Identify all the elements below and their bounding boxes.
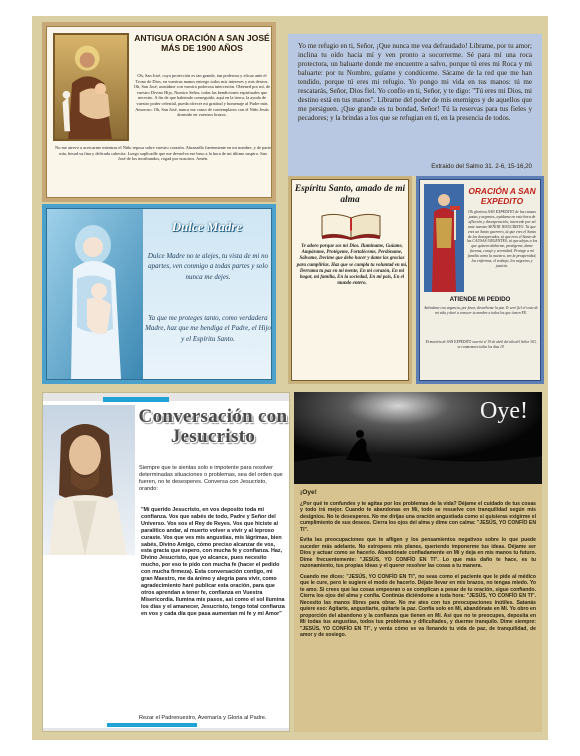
salmo-reference: Extraido del Salmo 31. 2-6, 15-16,20 — [431, 163, 532, 170]
san-jose-title: ANTIGUA ORACIÓN A SAN JOSÉ MÁS DE 1900 AÑOS — [134, 33, 270, 53]
oye-lead: ¡Oye! — [300, 489, 317, 496]
jesus-portrait-image — [43, 405, 135, 555]
san-expedito-title: ORACIÓN A SAN EXPEDITO — [468, 186, 536, 206]
dulce-madre-stanza-2: Ya que me proteges tanto, como verdadera Madre, haz que me bendiga el Padre, el Hijo y el Espíritu Santo. — [145, 314, 271, 343]
salmo-text: Yo me refugio en ti, Señor, ¡Que nunca me vea defraudado! Líbrame, por tu amor; inclina tu oído hacia mí y ven pronto a socorrerme. Sé para mí una roca protectora, un baluarte donde me encuentre a salvo, porque tú eres mi Roca y mi baluarte: por tu Nombre, guíame y condúceme. Sácame de la red que me han tendido, porque tú eres mi refugio. Yo pongo mi vida en tus manos: tú me rescatarás, Señor, Dios fiel. Yo confío en ti, Señor, y te digo: "Tú eres mi Dios, mi destino está en tus manos". Líbrame del poder de mis enemigos y de aquellos que me persiguen. ¡Que grande es tu bondad, Señor! Tú la reservas para tus fieles y pecadores; y la brindas a los que se refugian en ti, en la presencia de todos. — [298, 42, 532, 122]
bottom-band — [43, 728, 289, 731]
conversacion-jesucristo-card — [42, 392, 290, 732]
virgin-and-child-image — [47, 209, 143, 379]
oye-card — [294, 392, 542, 732]
oye-paragraph-1: ¿Por qué te confundes y te agitas por los problemas de la vida? Déjame el cuidado de tus cosas y todo irá mejor. Cuando te abandonas en Mí, todo se resuelve con tranquilidad según mis designios. No te desesperes. No me dirijas una oración angustiada como si quisieras exigirme el cumplimiento de sus deseos. Cierra los ojos del alma y dime con calma: "JESÚS, YO CONFÍO EN TI". — [300, 500, 536, 533]
san-jose-portrait-image — [53, 33, 129, 141]
san-expedito-card — [416, 176, 544, 384]
san-expedito-request-heading: ATIENDE MI PEDIDO — [449, 296, 511, 303]
oye-paragraph-2: Evita las preocupaciones que te afligen y los pensamientos negativos sobre lo que puede suceder más adelante. No estropees mis planes, queriendo imponerme tus ideas. Déjame ser Dios y actuar como se hacerlo. Abandónate confiadamente en Mí y deja en mis manos tu futuro. Dime frecuentemente: "JESÚS, YO CONFÍO EN TI". Lo que más daño te hace, es tu razonamiento, tus propias ideas y el querer resolver las cosas a tu manera. — [300, 537, 536, 569]
san-jose-prayer-text-continued: No me atrevo a acercarme mientras el Niño reposa sobre vuestro corazón. Abrazadlo fuertemente en mi nombre, y de parte mía, besad su fina y delicada cabecita. Luego suplicadle que me devuelva ese beso a la hora de mi último suspiro. San José de los moribundos, rogad por nosotros. Amén. — [55, 145, 271, 162]
dulce-madre-card-frame — [46, 208, 272, 380]
san-jose-prayer-text: Oh, San José, cuya protección es tan grande, tan poderosa y eficaz ante el Trono de Dios, en vuestras manos entrego todos mis intereses y mis deseos. Oh, San José, asistidme con vuestra poderosa intercesión. Obtened por mí, de vuestro Divino Hijo, Nuestro Señor, todas las bendiciones espirituales que necesito. A fin de que habiendo conseguido, aquí en la tierra, la ayuda de vuestro poder celestial, pueda ofrecer mi gratitud y homenaje al Padre más Amoroso. Oh, San José, nunca me canso de contemplaros con el Niño Jesús dormido en vuestros brazos. — [133, 73, 271, 118]
conversacion-closing: Rezar el Padrenuestro, Avemaría y Gloria al Padre. — [139, 715, 267, 721]
espiritu-santo-prayer: Te adoro porque sos mi Dios. Iluminame, Guíame, Ampárame, Protégeme, Fortaléceme, Perdóname, Sálvame, Decime que debo hacer y dame las gracias para cumplirlas. Haz que se cumpla tu voluntad en mí, Derrama tu paz en mi mente, En mi corazón, En mi hogar, mi familia, En la sociedad, En mi país, En el mundo entero. — [296, 244, 408, 287]
oye-title: Oye! — [480, 398, 528, 424]
san-expedito-card-frame — [419, 179, 541, 381]
conversacion-title: Conversación con Jesucristo — [138, 406, 288, 447]
espiritu-santo-card-frame — [291, 179, 409, 381]
bottom-accent-bar — [107, 723, 197, 727]
san-expedito-prayer: Oh glorioso SAN EXPEDITO de las causas justas y urgentes, ayúdame en esta hora de aflicción y desesperación, intercede por mí ante nuestro SEÑOR JESUCRISTO. Tú que eres un Santo guerrero, tú que eres el Santo de los desesperados, tú que eres el Santo de las CAUSAS URGENTES, tú que alejas a los que quieren dañarme, protégeme, dame fuerzas, coraje y serenidad. Protege a mi familia como la nuestra, ten la prosperidad, los enfermos, el trabajo, los negocios y justicia. — [466, 210, 538, 268]
prayer-sheet — [32, 16, 548, 740]
conversacion-intro: Siempre que te sientas solo e impotente para resolver determinadas situaciones o problemas, sea del orden que fueren, no te desesperes. Conversa con Jesucristo, orando: — [139, 465, 283, 492]
oye-paragraph-3: Cuando me dices: "JESÚS, YO CONFÍO EN TI", no seas como el paciente que le pide al médico que le cure, pero le sugiere el modo de hacerlo. Déjate llevar en mis brazos, no tengas miedo. Yo te amo. Si crees que las cosas empeoran o se complican a pesar de tu oración, sigue confiando. Cierra los ojos del alma y confía. Continúa diciéndome a toda hora: "JESÚS, YO CONFÍO EN TI". Necesito las manos libres para obrar. No me ates con tus preocupaciones inútiles. Satanás quiere eso: Agitarte, angustiarte, quitarte la paz. Confía solo en Mí, abandónate en Mí. Yo obro en proporción del abandono y la confianza que tienen en Mí. Así que no te preocupes, deposita en Mí todas tus angustias, todos tus problemas y dificultades, y duerme tranquilo. Dime siempre: "JESÚS, YO CONFÍO EN TI", y verás cómo se va llenando tu vida de paz, de tranquilidad, de amor y de sosiego. — [300, 573, 536, 638]
dulce-madre-card — [42, 204, 276, 384]
dulce-madre-title: Dulce Madre — [171, 219, 243, 234]
espiritu-santo-card — [288, 176, 412, 384]
dulce-madre-stanza-1: Dulce Madre no te alejes, tu vista de mi no apartes, ven conmigo a todas partes y solo nunca me dejes. — [147, 252, 269, 281]
san-jose-prayer-card — [42, 22, 276, 202]
oye-text-body — [300, 490, 536, 643]
top-accent-bar — [103, 397, 169, 402]
espiritu-santo-title: Espíritu Santo, amado de mi alma — [294, 184, 406, 205]
salmo-card — [288, 34, 542, 176]
open-bible-icon — [320, 210, 382, 240]
san-expedito-martyrdom-note: El martirio de SAN EXPEDITO ocurrió el 19 de abril del año del Señor 303, se conmemora todos los días 19. — [425, 340, 537, 349]
san-jose-card-frame — [46, 26, 272, 198]
conversacion-prayer: "Mi querido Jesucristo, en vos deposito toda mi confianza. Vos que sabés de todo, Padre y Señor del Universo. Vos sos el Rey de Reyes. Vos que hiciste al paralítico andar, al muerto volver a vivir y al leproso curaste. Vos que ves mis angustias, mis lágrimas, bien sabés, Divino Amigo, cómo preciso alcanzar de vos, esta gracia que espero, con mucha fe y confianza. Haz, Divino Jesucristo, que yo alcance, pues necesito mucho, por eso te pido con mucha fe (hacer el pedido con mucha firmeza). Esta conversación contigo, mi gran Maestro, me da ánimo y alegría para vivir, como agradecimiento haré publicar esta oración, para que otros aprendan a tener fe, confianza en Vuestra Misericordia. Ilumina mis pasos, así como el sol ilumina los días y el amanecer, Jesucristo, tengo total confianza en vos y cada día que pasa aumentan mi fe y mi Amor" — [141, 507, 285, 617]
san-expedito-request-text: Atiéndeme con urgencia, por favor, devuélveme la paz. Te seré fiel el resto de mi vida y daré a conocer tu nombre a todos los que tienen FE. — [424, 306, 538, 315]
san-expedito-portrait-image — [424, 184, 464, 292]
